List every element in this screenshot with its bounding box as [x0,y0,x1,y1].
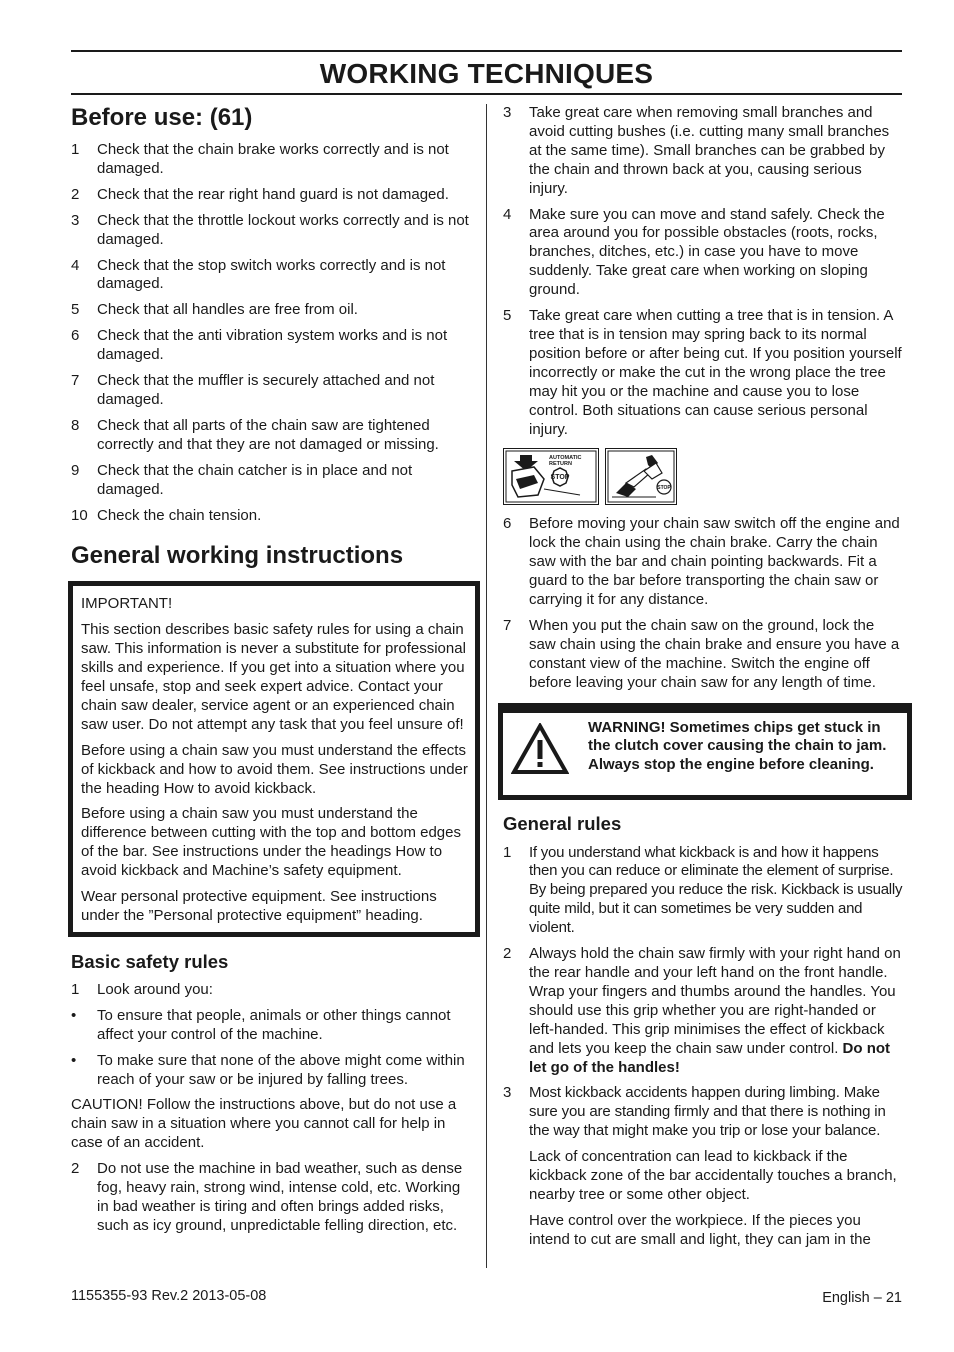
warning-text: WARNING! Sometimes chips get stuck in the clutch cover causing the chain to jam. Always stop the engine before cleaning. [588,718,887,773]
important-box [68,581,480,937]
carry-saw-icon [606,449,676,504]
item-text: To make sure that none of the above might come within reach of your saw or be injured by falling trees. [97,1051,465,1088]
item-number: 6 [71,327,80,345]
item-number: 1 [71,980,80,998]
before-use-list [71,141,473,525]
bullet-item [71,1007,473,1045]
item-number: 1 [71,141,80,158]
auto-return-label: RETURN [549,461,572,468]
important-paragraph: Wear personal protective equipment. See instructions under the ”Personal protective equipment” heading. [81,888,437,924]
list-item [71,186,473,205]
item-text: To ensure that people, animals or other things cannot affect your control of the machine. [97,1006,451,1043]
header-bottom-rule [71,93,902,95]
item-text: Make sure you can move and stand safely. Check the area around you for possible obstacles (roots, rocks, branches, ditches, etc.) in case you have to move suddenly. Take great care when working on sloping ground. [529,205,885,299]
item-number: 3 [503,104,512,121]
list-item [71,417,473,455]
item-text: Check that the chain catcher is in place and not damaged. [97,461,413,498]
item-text: If you understand what kickback is and how it happens then you can reduce or eliminate the element of surprise. By being prepared you reduce the risk. Kickback is usually quite mild, but it can sometimes be very sudden and violent. [529,843,903,937]
item-number: 2 [503,945,512,963]
list-item [71,257,473,295]
item-number: 2 [71,1160,80,1178]
item-text: Check that the rear right hand guard is not damaged. [97,185,449,203]
warning-inner [503,713,907,795]
general-working-heading: General working instructions [71,542,404,570]
chain-brake-icon [504,449,598,504]
before-use-heading: Before use: (61) [71,104,253,131]
rules-paragraph: Have control over the workpiece. If the pieces you intend to cut are small and light, they can jam in the [529,1211,871,1248]
item-number: 7 [71,372,80,390]
item-text: Check the chain tension. [97,506,262,524]
item-bold-text: Do not let go of the handles! [529,1039,891,1076]
item-number: 4 [71,256,80,274]
list-item [71,462,473,500]
list-item [71,507,473,526]
caution-paragraph: CAUTION! Follow the instructions above, but do not use a chain saw in a situation where you cannot call for help in case of an accident. [71,1096,457,1152]
important-paragraph: Before using a chain saw you must understand the difference between cutting with the top and bottom edges of the bar. See instructions under the headings How to avoid kickback and Machine’s safety equipment. [81,805,461,880]
stop-label: STOP [550,474,570,482]
item-text: Check that the chain brake works correctly and is not damaged. [97,141,449,177]
list-item [503,1084,903,1141]
item-text: When you put the chain saw on the ground, lock the saw chain using the chain brake and ensure you have a constant view of the machine. Switch the engine off before leaving your chain saw for any length of time. [529,616,900,691]
basic-safety-list [71,981,473,1236]
list-item [503,844,903,939]
item-text: Look around you: [97,980,213,998]
important-label: IMPORTANT! [81,595,173,613]
item-text: Check that the throttle lockout works correctly and is not damaged. [97,211,469,248]
page-title: WORKING TECHNIQUES [319,58,654,89]
item-number: 8 [71,416,80,434]
item-text: Check that the stop switch works correctly and is not damaged. [97,256,446,293]
item-text: Before moving your chain saw switch off the engine and lock the chain using the chain brake. Carry the chain saw with the bar and chain pointing backwards. Fit a guard to the bar before transporting the chain saw or carrying it for any distance. [529,515,900,609]
item-text: Always hold the chain saw firmly with your right hand on the rear handle and your left hand on the front handle. Wrap your fingers and thumbs around the handles. You should use this grip whether you are right-handed or left-handed. This grip minimises the effect of kickback and lets you keep the chain saw under control. [529,945,901,1057]
list-item [71,327,473,365]
page-number: English – 21 [822,1290,902,1306]
list-item [71,372,473,410]
item-number: 5 [71,301,80,319]
right-column [503,104,903,1250]
rules-paragraph: Lack of concentration can lead to kickback if the kickback zone of the bar accidentally touches a branch, nearby tree or some other object. [529,1148,897,1203]
item-text: Take great care when removing small branches and avoid cutting bushes (i.e. cutting many small branches at the same time). Small branches can be grabbed by the chain and thrown back at you, causing serious injury. [529,104,890,197]
item-text: Do not use the machine in bad weather, such as dense fog, heavy rain, strong wind, intense cold, etc. Working in bad weather is tiring and often brings added risks, such as icy ground, unpredictable felling direction, etc. [97,1160,463,1234]
list-item [503,617,903,693]
item-text: Take great care when cutting a tree that is in tension. A tree that is in tension may spring back to its normal position before or after being cut. If you position yourself incorrectly or make the cut in the wrong place the tree may hit you or the machine and cause you to lose control. Both situations can cause serious personal injury. [529,307,902,438]
item-text: Check that the anti vibration system works and is not damaged. [97,327,448,364]
list-item [71,1160,473,1236]
basic-safety-heading: Basic safety rules [71,950,229,972]
item-number: 3 [503,1084,512,1102]
item-number: 6 [503,515,512,533]
bullet-mark: • [71,1051,77,1069]
left-column [71,104,473,1236]
item-number: 10 [71,506,88,524]
list-item [503,104,903,199]
carry-saw-pictogram [605,448,677,505]
item-number: 3 [71,211,80,229]
stop-label-small: STOP [657,485,671,492]
list-item [503,206,903,301]
item-text: Check that the muffler is securely attached and not damaged. [97,372,435,408]
warning-triangle-icon [511,723,569,775]
list-item [503,945,903,1077]
general-rules-list [503,844,903,1250]
auto-return-label: AUTOMATIC [549,455,582,462]
list-item [503,307,903,439]
important-paragraph: Before using a chain saw you must understand the effects of kickback and how to avoid them. See instructions under the heading How to avoid kickback. [81,741,468,797]
list-item [71,981,473,1000]
important-paragraph: This section describes basic safety rules for using a chain saw. This information is never a substitute for professional skills and experience. If you get into a situation where you feel unsafe, stop and seek expert advice. Contact your chain saw dealer, service agent or an experienced chain saw user. Do not attempt any task that you feel unsure of! [81,621,466,733]
bullet-item [71,1052,473,1090]
header-top-rule [71,50,902,52]
pictogram-row [503,448,903,506]
item-number: 7 [503,616,512,634]
item-text: Most kickback accidents happen during limbing. Make sure you are standing firmly and that there is nothing in the way that might make you trip or lose your balance. [529,1084,886,1140]
item-number: 4 [503,205,512,223]
chain-brake-pictogram [503,448,599,505]
item-number: 9 [71,461,80,479]
general-rules-heading: General rules [503,812,622,834]
item-number: 1 [503,843,512,861]
list-item [71,212,473,250]
item-text: Check that all handles are free from oil. [97,301,358,319]
document-number: 1155355-93 Rev.2 2013-05-08 [71,1288,267,1304]
item-number: 2 [71,185,80,203]
column-divider [486,104,487,1268]
item-text: Check that all parts of the chain saw are tightened correctly and that they are not damaged or missing. [97,416,439,453]
bullet-mark: • [71,1006,77,1024]
list-item [71,301,473,320]
item-number: 5 [503,307,512,325]
list-item [71,141,473,179]
warning-box [498,703,912,800]
list-item [503,515,903,610]
